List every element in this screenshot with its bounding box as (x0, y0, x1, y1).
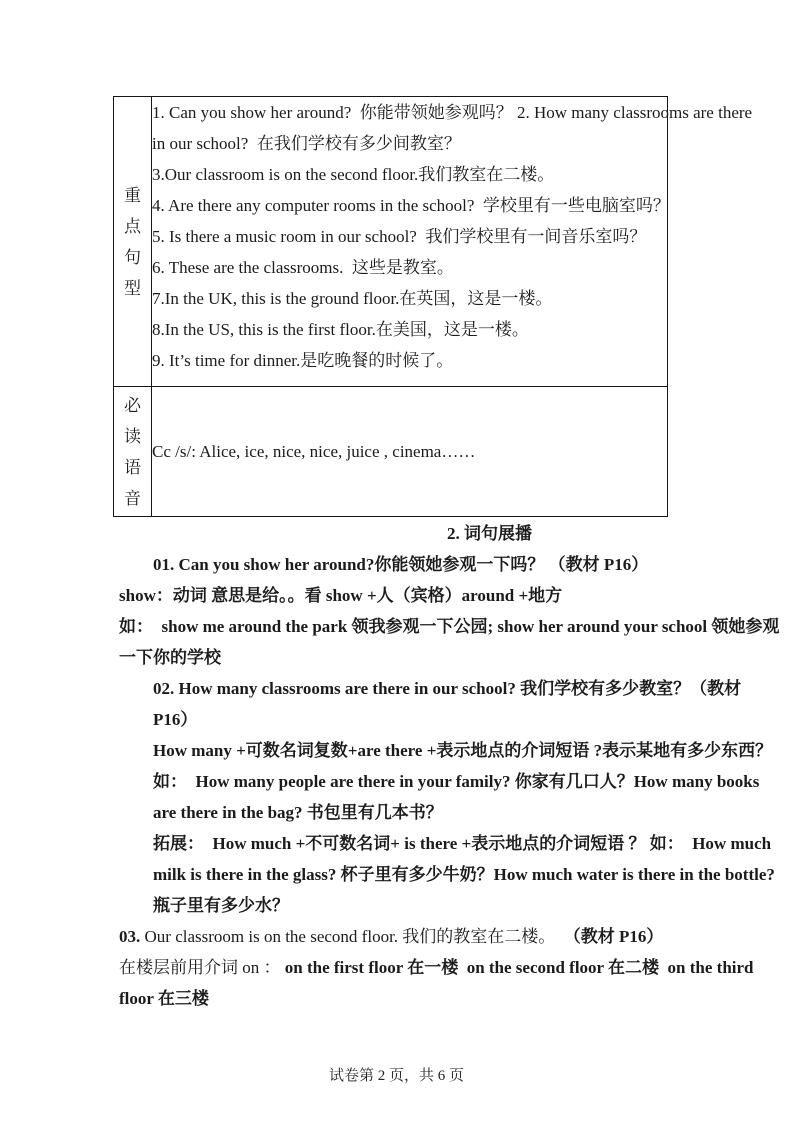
text-segment: in our school? 在我们学校有多少间教室？ (152, 134, 461, 153)
text-line (152, 283, 667, 314)
text-line (153, 890, 739, 921)
text-line (119, 921, 739, 952)
text-line (119, 611, 780, 642)
text-segment: show：动词 意思是给。。看 show +人（宾格）around +地方 (119, 586, 563, 605)
text-segment: 如： How many people are there in your family? 你家有几口人？How many books (153, 772, 760, 791)
phonetics-cell (152, 387, 668, 517)
page-footer: 试卷第 2 页，共 6 页 (328, 1068, 464, 1084)
text-line (153, 797, 739, 828)
text-segment: 一下你的学校 (119, 648, 221, 667)
text-segment: 3.Our classroom is on the second floor.我们教室在二楼。 (152, 165, 555, 184)
row-header-cell (114, 97, 152, 387)
text-segment: 如： show me around the park 领我参观一下公园; show her around your school 领她参观 (119, 617, 780, 636)
text-segment: 在楼层前用介词 on ： (119, 958, 285, 977)
body-content (119, 518, 780, 1014)
text-segment: floor 在三楼 (119, 989, 209, 1008)
text-line (152, 436, 667, 467)
text-line (153, 704, 739, 735)
text-line (152, 190, 670, 221)
text-segment: milk is there in the glass? 杯子里有多少牛奶？How much water is there in the bottle? (153, 865, 775, 884)
row-header-phonetics: 必读语音 (124, 395, 141, 508)
text-segment: are there in the bag? 书包里有几本书？ (153, 803, 443, 822)
text-segment: 7.In the UK, this is the ground floor.在英国，这是一楼。 (152, 289, 553, 308)
text-line (119, 642, 739, 673)
body-text-lines (119, 549, 780, 1014)
text-line (152, 252, 667, 283)
text-segment: 02. How many classrooms are there in our school? 我们学校有多少教室？（教材 (153, 679, 742, 698)
text-line (153, 549, 739, 580)
text-segment: 1. Can you show her around? 你能带领她参观吗？ 2. How many classrooms are there (152, 103, 753, 122)
row-header-cell (114, 387, 152, 517)
text-line (119, 952, 754, 983)
section-heading: 2. 词句展播 (447, 524, 532, 543)
text-segment: 9. It’s time for dinner.是吃晚餐的时候了。 (152, 351, 454, 370)
text-segment: P16） (153, 710, 198, 729)
text-line (153, 673, 742, 704)
text-line (153, 859, 775, 890)
text-line (152, 221, 667, 252)
text-line (119, 983, 739, 1014)
text-line (152, 128, 667, 159)
text-line (152, 314, 667, 345)
key-sentences-cell (152, 97, 753, 387)
text-segment: 4. Are there any computer rooms in the school? 学校里有一些电脑室吗？ (152, 196, 670, 215)
table-row-phonetics (114, 387, 668, 517)
text-segment: on the first floor 在一楼 on the second floor 在二楼 on the third (284, 958, 754, 977)
text-segment: How many +可数名词复数+are there +表示地点的介词短语 ?表示某地有多少东西？ (153, 741, 773, 760)
text-segment: Our classroom is on the second floor. 我们的教室在二楼。 (140, 927, 564, 946)
text-segment: Cc /s/: Alice, ice, nice, nice, juice , cinema…… (152, 442, 476, 461)
key-sentences-lines (152, 97, 753, 376)
text-segment: （教材 P16） (563, 927, 664, 946)
text-line (153, 735, 773, 766)
text-segment: 6. These are the classrooms. 这些是教室。 (152, 258, 454, 277)
text-line (152, 97, 753, 128)
text-line (152, 159, 667, 190)
text-segment: 8.In the US, this is the first floor.在美国，这是一楼。 (152, 320, 529, 339)
text-segment: 03. (119, 927, 141, 946)
text-segment: 01. Can you show her around?你能领她参观一下吗？ （教材 P16） (153, 555, 649, 574)
phonetics-lines (152, 436, 667, 467)
text-line (119, 580, 739, 611)
text-line (152, 345, 667, 376)
text-line (153, 766, 760, 797)
key-points-table (113, 96, 753, 517)
row-header-key-sentences: 重点句型 (124, 185, 141, 298)
text-segment: 瓶子里有多少水？ (153, 896, 289, 915)
text-segment: 5. Is there a music room in our school? 我们学校里有一间音乐室吗？ (152, 227, 647, 246)
text-segment: 拓展： How much +不可数名词+ is there +表示地点的介词短语 ？ 如： How much (153, 834, 772, 853)
table-row-key-sentences (114, 97, 668, 387)
text-line (153, 828, 772, 859)
